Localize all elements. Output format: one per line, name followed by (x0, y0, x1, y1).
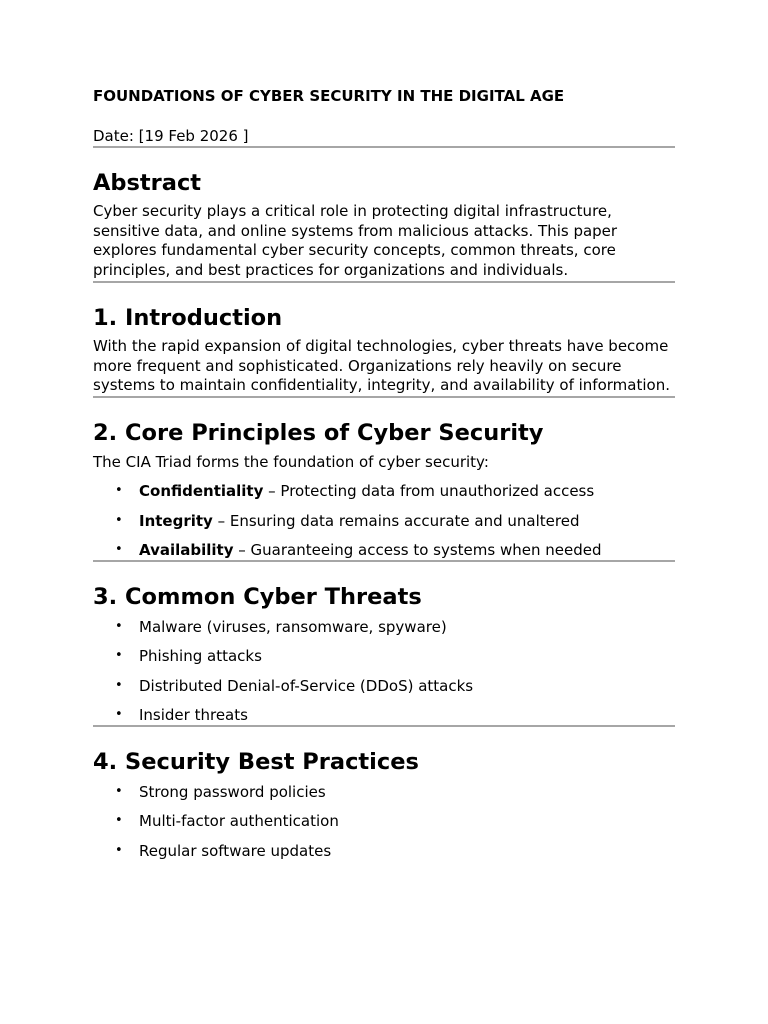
best-practices-section (93, 727, 675, 861)
list-item (93, 811, 675, 831)
list-item-text: Multi-factor authentication (139, 812, 339, 831)
bullet-icon: • (115, 842, 123, 858)
list-item (93, 676, 675, 696)
list-item-description: – Protecting data from unauthorized access (263, 482, 595, 501)
bullet-icon: • (115, 483, 123, 499)
bullet-icon: • (115, 707, 123, 723)
abstract-heading: Abstract (93, 170, 202, 196)
bullet-icon: • (115, 648, 123, 664)
document-title: FOUNDATIONS OF CYBER SECURITY IN THE DIGITAL AGE (93, 87, 565, 105)
list-item-description: – Guaranteeing access to systems when needed (233, 541, 602, 560)
list-item-description: – Ensuring data remains accurate and unaltered (212, 511, 580, 530)
list-item-text: Distributed Denial-of-Service (DDoS) attacks (139, 676, 474, 695)
threats-section (93, 562, 675, 727)
list-item (93, 782, 675, 802)
list-item (93, 705, 675, 725)
introduction-text: With the rapid expansion of digital technologies, cyber threats have become more frequent and sophisticated. Organizations rely heavily on secure systems to maintain confidentiality, integrity, and availability of information. (93, 336, 670, 395)
introduction-section (93, 283, 675, 398)
bullet-icon: • (115, 813, 123, 829)
document-date: Date: [19 Feb 2026 ] (93, 127, 249, 145)
list-item-term: Availability (139, 541, 234, 560)
cia-triad-list (93, 481, 675, 560)
list-item-text: Insider threats (139, 706, 248, 725)
bullet-icon: • (115, 618, 123, 634)
list-item (93, 540, 675, 560)
core-principles-section (93, 398, 675, 563)
best-practices-heading: 4. Security Best Practices (93, 749, 419, 776)
list-item-text: Phishing attacks (139, 647, 262, 666)
bullet-icon: • (115, 677, 123, 693)
list-item-text: Strong password policies (139, 782, 326, 801)
bullet-icon: • (115, 542, 123, 558)
abstract-section (93, 148, 675, 283)
threats-heading: 3. Common Cyber Threats (93, 584, 422, 611)
document-body (93, 86, 675, 861)
bullet-icon: • (115, 783, 123, 799)
list-item-text: Regular software updates (139, 841, 332, 860)
bullet-icon: • (115, 512, 123, 528)
core-principles-intro: The CIA Triad forms the foundation of cyber security: (93, 452, 489, 471)
list-item (93, 617, 675, 637)
best-practices-list (93, 782, 675, 861)
introduction-heading: 1. Introduction (93, 304, 283, 331)
list-item (93, 511, 675, 531)
list-item-term: Integrity (139, 511, 213, 530)
list-item (93, 646, 675, 666)
list-item-term: Confidentiality (139, 482, 264, 501)
list-item (93, 481, 675, 501)
list-item (93, 841, 675, 861)
core-principles-heading: 2. Core Principles of Cyber Security (93, 419, 544, 446)
list-item-text: Malware (viruses, ransomware, spyware) (139, 617, 447, 636)
threats-list (93, 617, 675, 726)
abstract-text: Cyber security plays a critical role in protecting digital infrastructure, sensitive data, and online systems from malicious attacks. This paper explores fundamental cyber security concepts, common threats, core principles, and best practices for organizations and individuals. (93, 202, 618, 280)
